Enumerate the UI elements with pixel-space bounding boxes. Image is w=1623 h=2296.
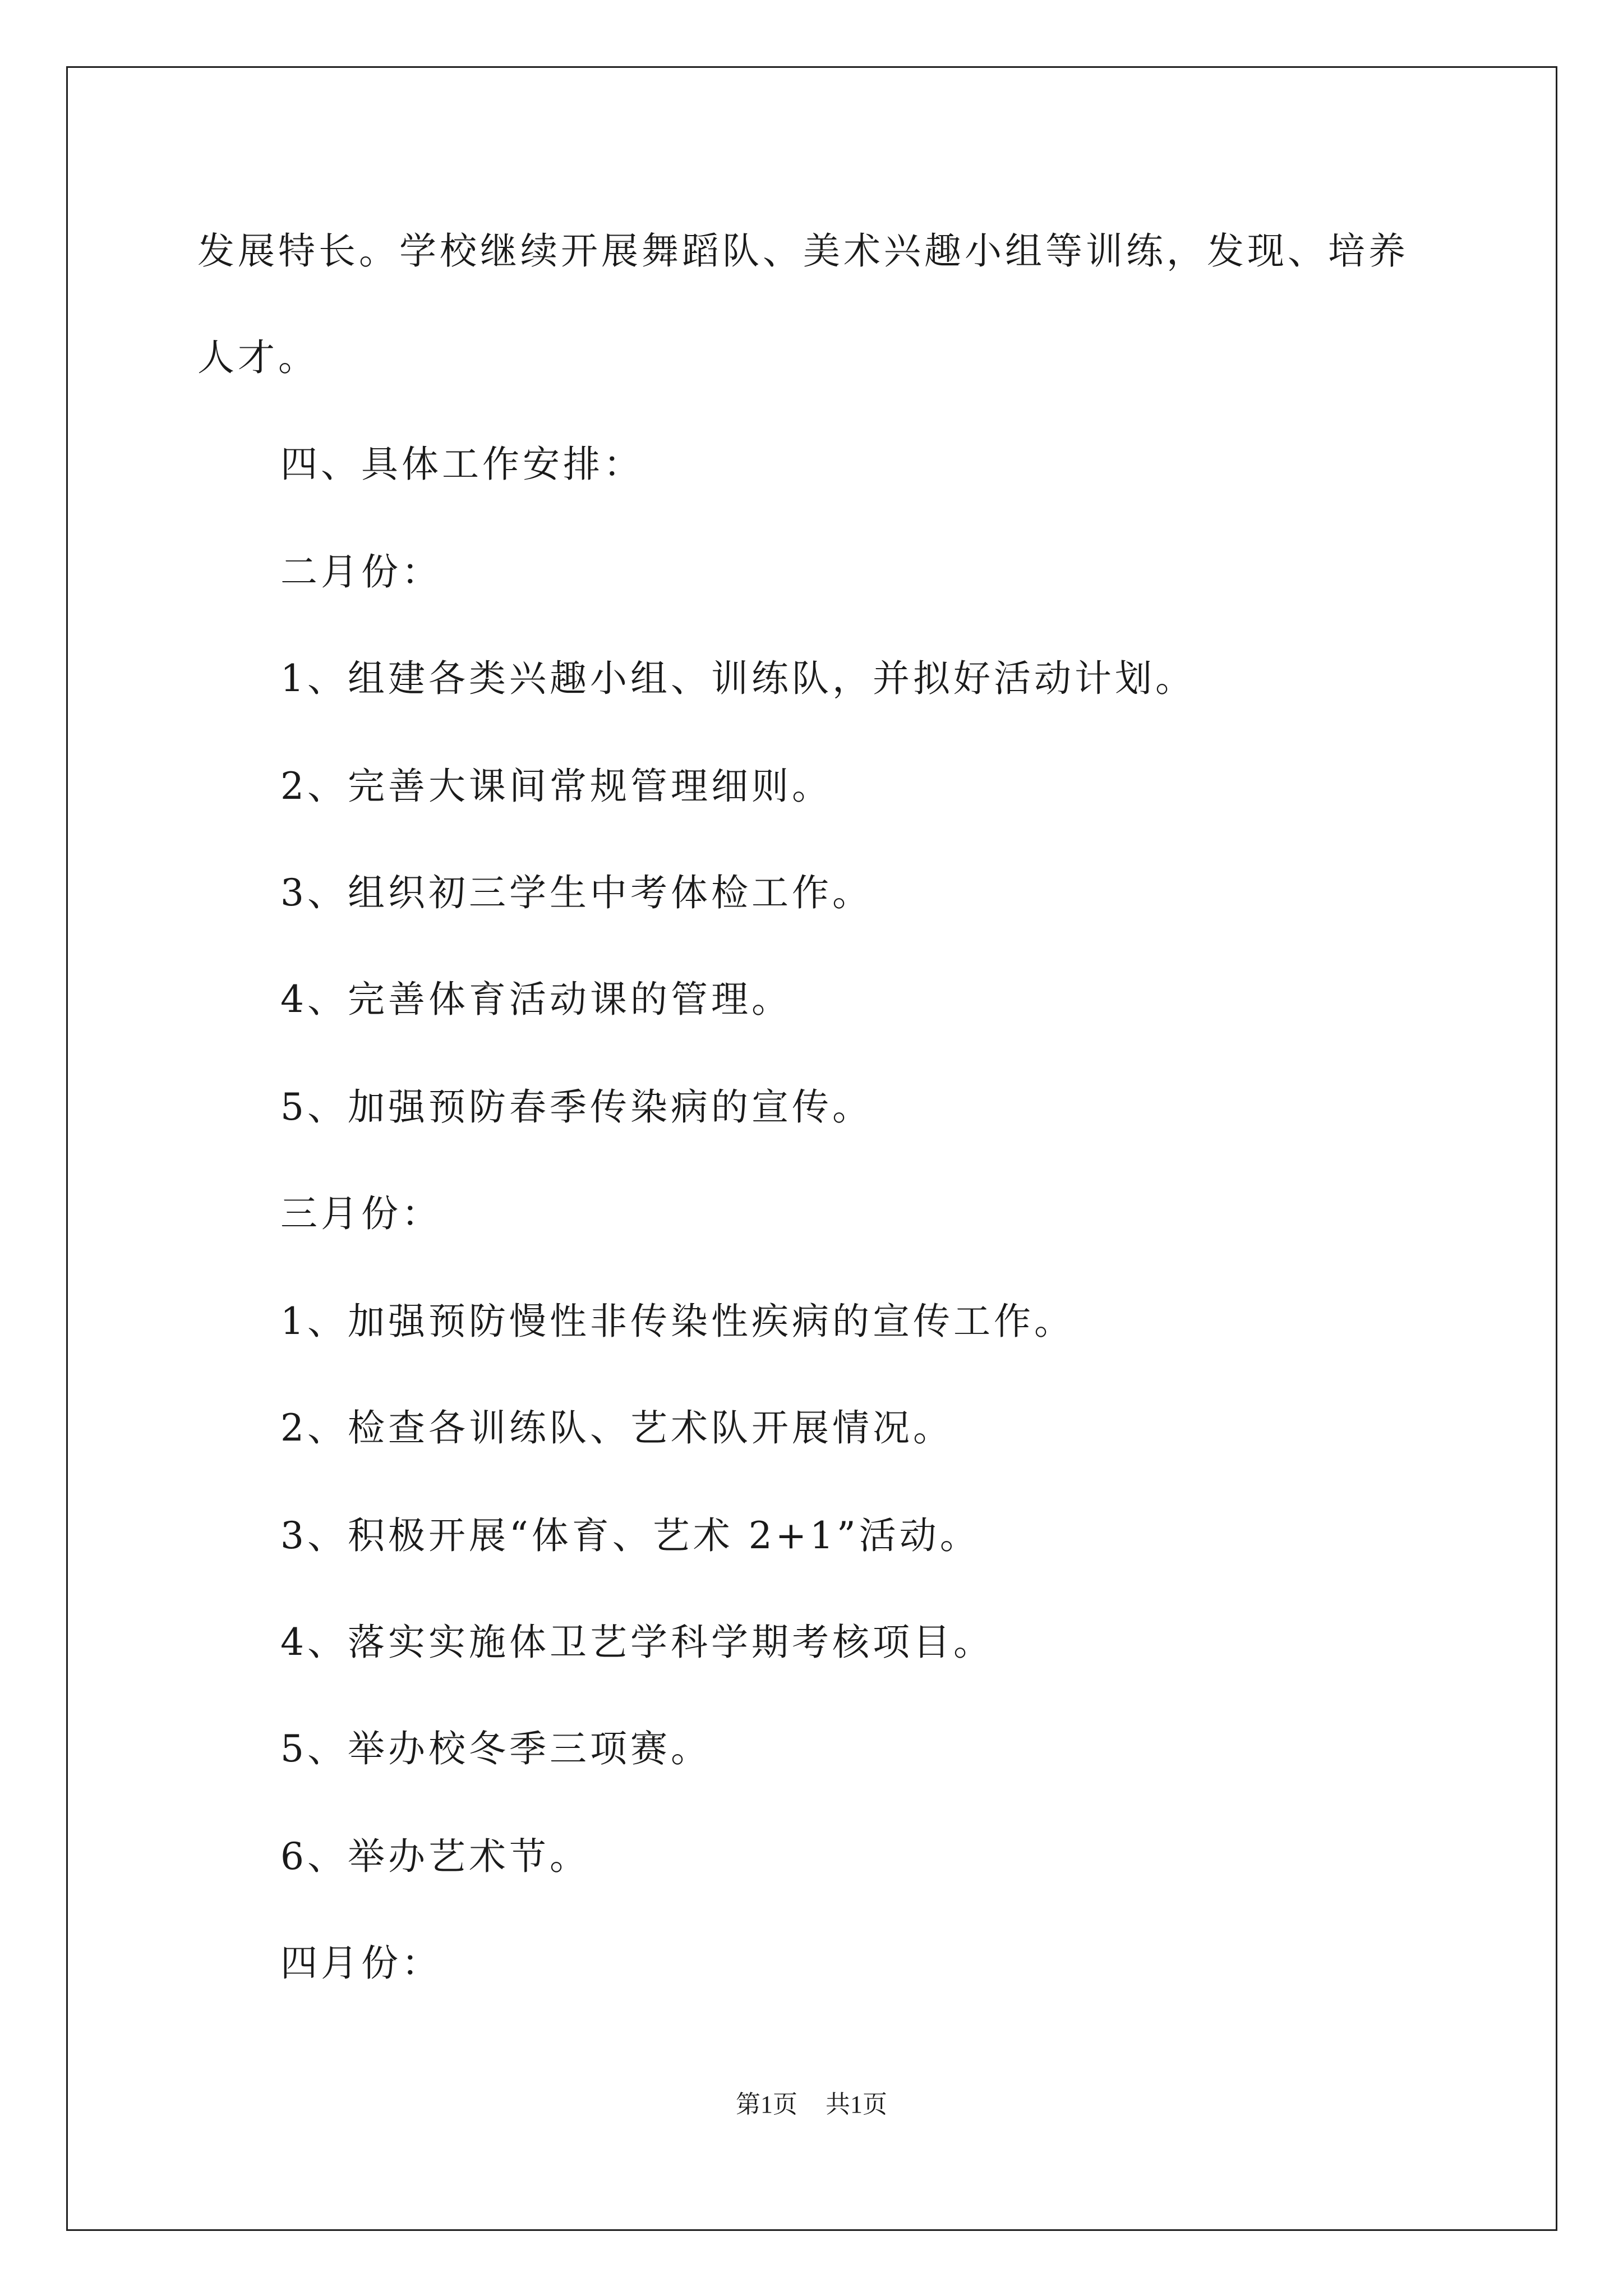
list-item: 1、组建各类兴趣小组、训练队，并拟好活动计划。 xyxy=(280,657,1196,700)
page-number: 第1页 xyxy=(736,2091,797,2118)
list-item: 5、举办校冬季三项赛。 xyxy=(280,1727,711,1770)
month-heading: 四月份： xyxy=(280,1941,442,1985)
section-heading: 四、具体工作安排： xyxy=(280,443,644,486)
list-item: 2、完善大课间常规管理细则。 xyxy=(280,765,832,808)
page-footer xyxy=(0,2088,1623,2122)
page-border xyxy=(66,66,1557,2231)
month-heading: 三月份： xyxy=(280,1192,442,1235)
paragraph-line: 人才。 xyxy=(197,336,319,379)
list-item: 3、组织初三学生中考体检工作。 xyxy=(280,871,873,914)
list-item: 2、检查各训练队、艺术队开展情况。 xyxy=(280,1406,953,1450)
list-item: 3、积极开展“体育、艺术 2+1”活动。 xyxy=(280,1514,980,1557)
page-total: 共1页 xyxy=(826,2091,887,2118)
list-item: 1、加强预防慢性非传染性疾病的宣传工作。 xyxy=(280,1300,1075,1343)
paragraph-line: 发展特长。学校继续开展舞蹈队、美术兴趣小组等训练，发现、培养 xyxy=(197,229,1409,273)
list-item: 5、加强预防春季传染病的宣传。 xyxy=(280,1085,873,1129)
month-heading: 二月份： xyxy=(280,550,442,593)
list-item: 6、举办艺术节。 xyxy=(280,1835,590,1878)
list-item: 4、落实实施体卫艺学科学期考核项目。 xyxy=(280,1621,994,1664)
list-item: 4、完善体育活动课的管理。 xyxy=(280,978,792,1021)
